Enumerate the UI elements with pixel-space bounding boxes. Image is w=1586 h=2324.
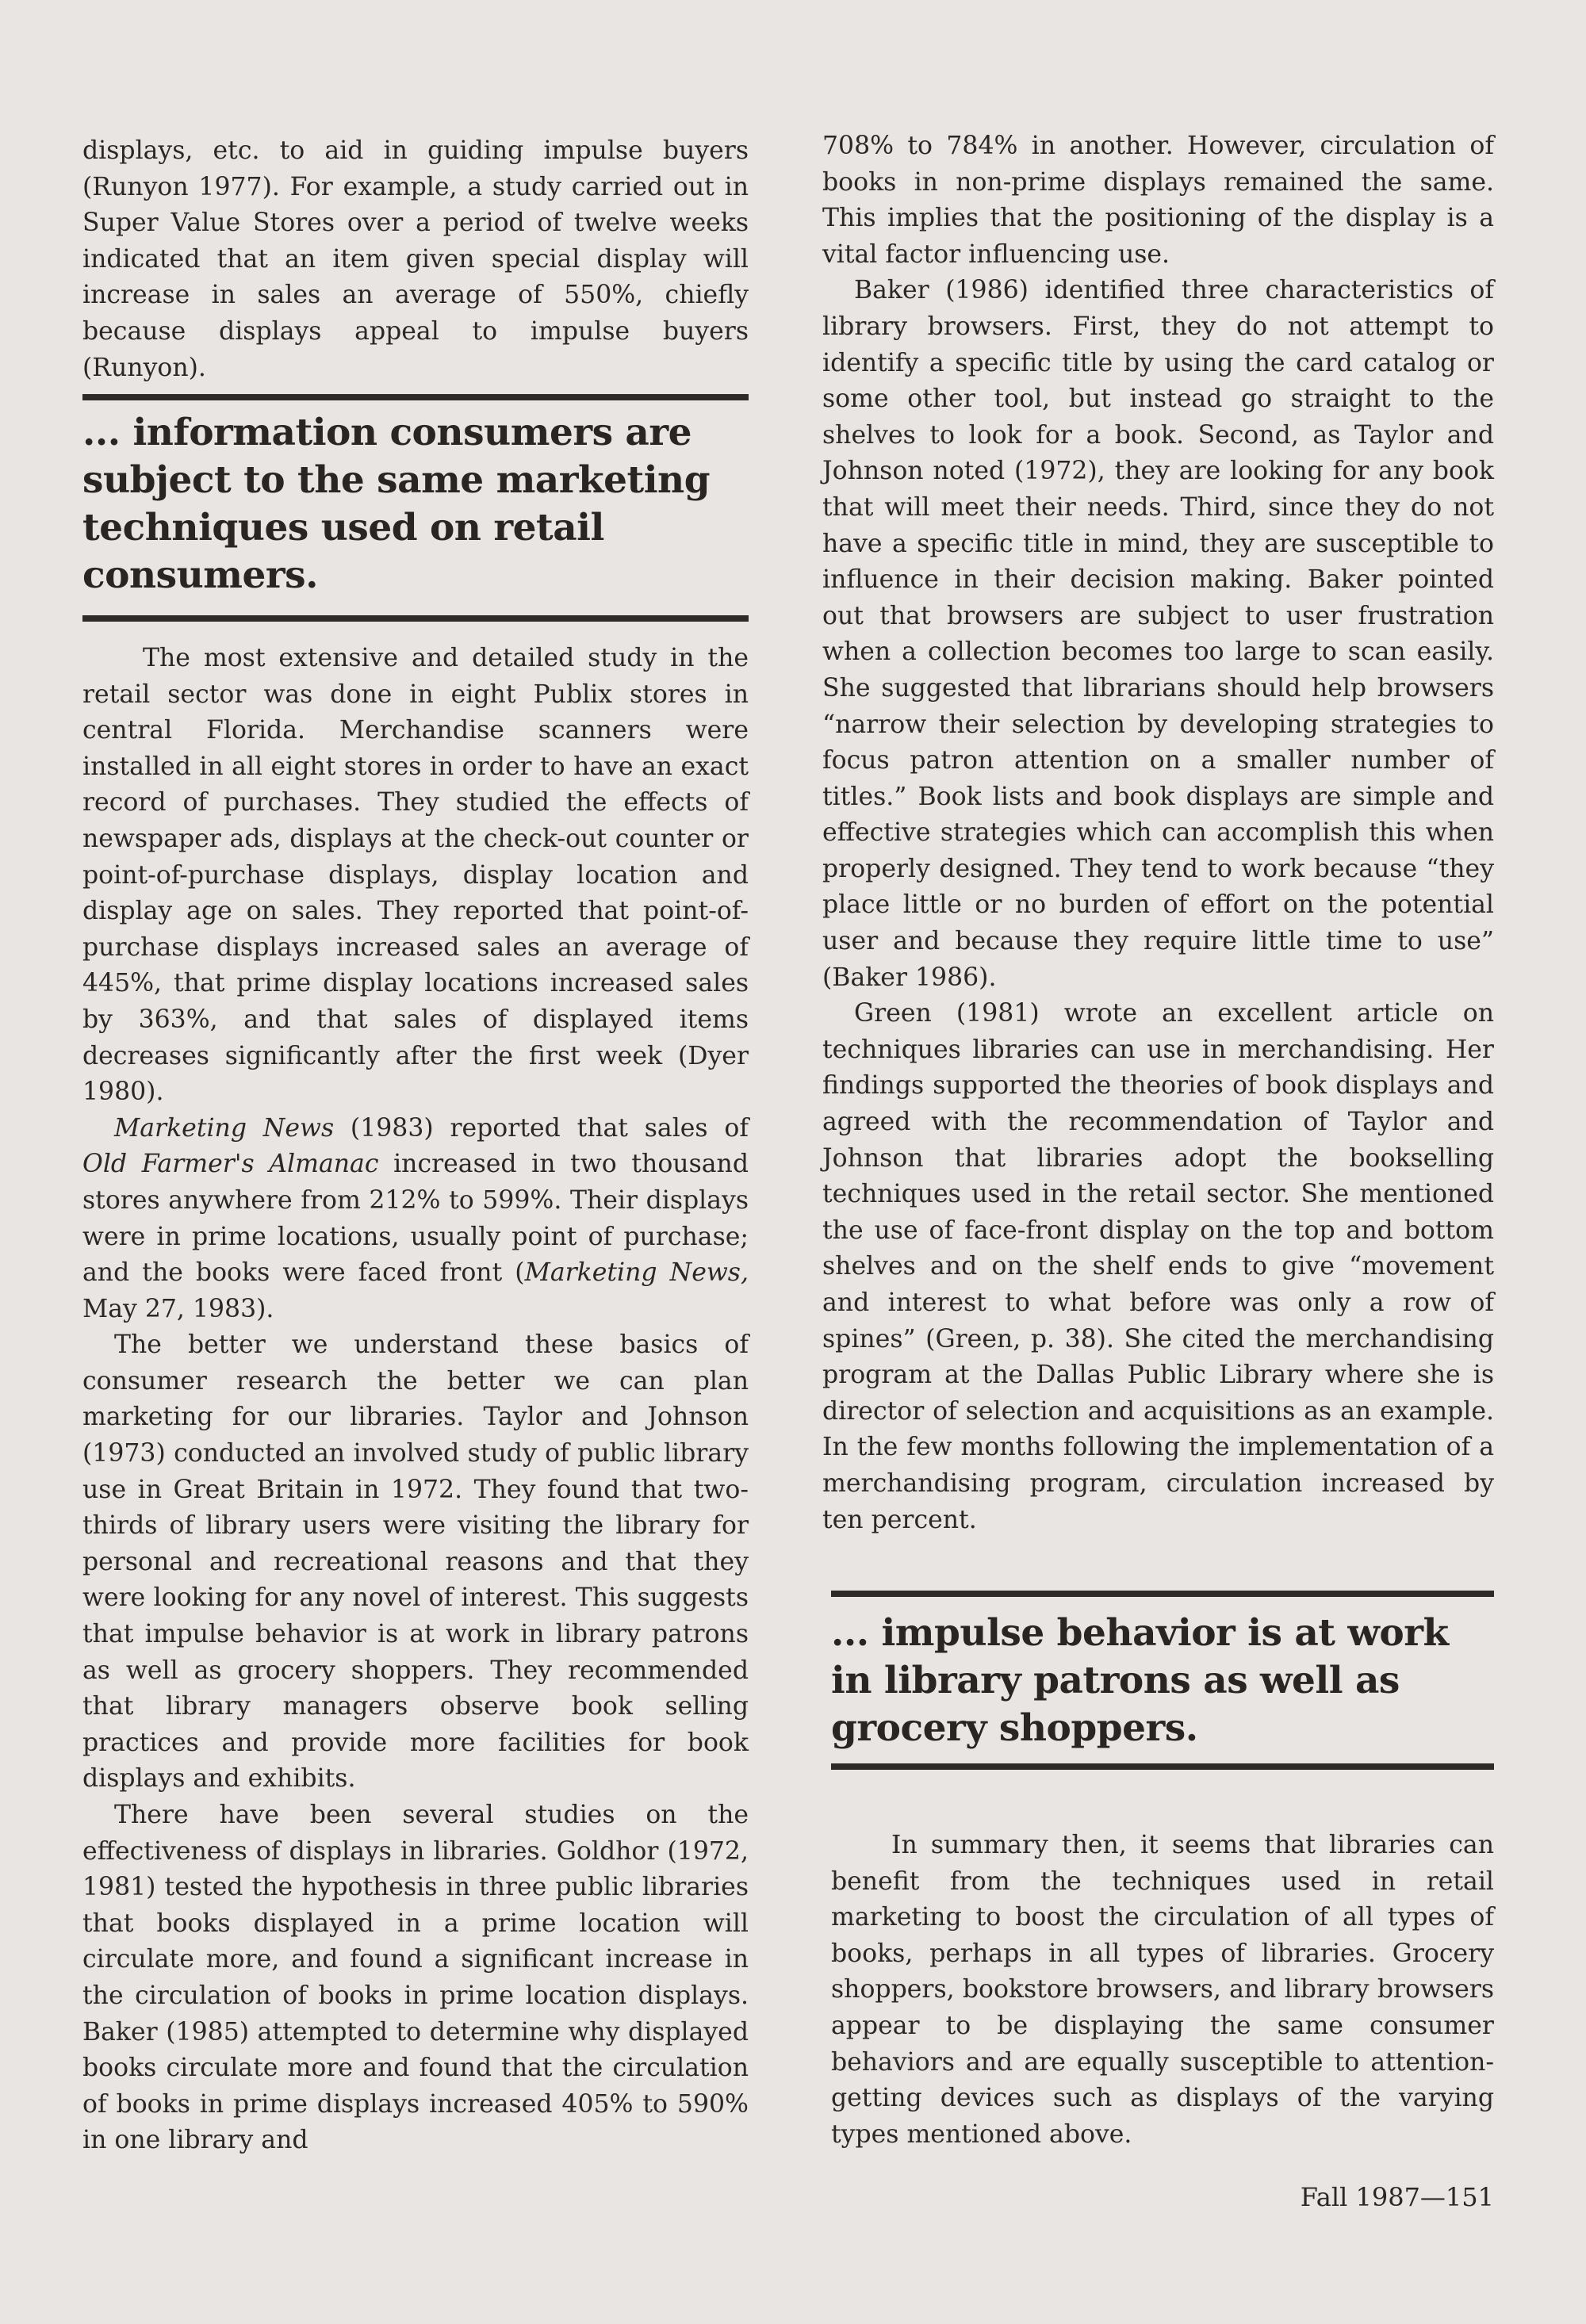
paragraph: 708% to 784% in another. However, circulation of books in non-prime displays remained the same. This implies that the positioning of the display is a vital factor influencing use. [822, 132, 1494, 269]
paragraph: There have been several studies on the effectiveness of displays in libraries. Goldhor (1972, 1981) tested the hypothesis in three public libraries that books displayed in a prime location will circulate more, and found a significant increase in the circulation of books in prime location displays. Baker (1985) attempted to determine why displayed books circulate more and found that the circulation of books in prime displays increased 405% to 590% in one library and [82, 1801, 749, 2155]
page-footer: Fall 1987—151 [1300, 2182, 1494, 2212]
text: increased in two thousand stores anywhere from 212% to 599%. Their displays were in prime locations, usually point of purchase; and the books were faced front ( [82, 1150, 749, 1288]
text: (1983) reported that sales of [334, 1113, 749, 1143]
pull-quote-text: ... information consumers are subject to the same marketing techniques used on retail consumers. [82, 411, 711, 597]
divider-rule [831, 1591, 1494, 1597]
paragraph: In summary then, it seems that libraries can benefit from the techniques used in retail marketing to boost the circulation of all types of books, perhaps in all types of libraries. Grocery shoppers, bookstore browsers, and library browsers appear to be displaying the same consumer behaviors and are equally susceptible to attention-getting devices such as displays of the varying types mentioned above. [831, 1831, 1494, 2149]
left-body [82, 641, 749, 2159]
right-summary [831, 1828, 1494, 2153]
pull-quote-text: ... impulse behavior is at work in library patrons as well as grocery shoppers. [831, 1611, 1449, 1750]
paragraph: Green (1981) wrote an excellent article on techniques libraries can use in merchandising. Her findings supported the theories of book displays and agreed with the recommendation of Taylor and Johnson that libraries adopt the bookselling techniques used in the retail sector. She mentioned the use of face-front display on the top and bottom shelves and on the shelf ends to give “movement and interest to what before was only a row of spines” (Green, p. 38). She cited the merchandising program at the Dallas Public Library where she is director of selection and acquisitions as an example. In the few months following the implementation of a merchandising program, circulation increased by ten percent. [822, 999, 1494, 1534]
left-intro [82, 133, 749, 386]
paragraph: The better we understand these basics of consumer research the better we can plan marketing for our libraries. Taylor and Johnson (1973) conducted an involved study of public library use in Great Britain in 1972. They found that two-thirds of library users were visiting the library for personal and recreational reasons and that they were looking for any novel of interest. This suggests that impulse behavior is at work in library patrons as well as grocery shoppers. They recommended that library managers observe book selling practices and provide more facilities for book displays and exhibits. [82, 1330, 749, 1794]
paragraph: Baker (1986) identified three characteristics of library browsers. First, they do not attempt to identify a specific title by using the card catalog or some other tool, but instead go straight to the shelves to look for a book. Second, as Taylor and Johnson noted (1972), they are looking for any book that will meet their needs. Third, since they do not have a specific title in mind, they are susceptible to influence in their decision making. Baker pointed out that browsers are subject to user frustration when a collection becomes too large to scan easily. She suggested that librarians should help browsers “narrow their selection by developing strategies to focus patron attention on a smaller number of titles.” Book lists and book displays are simple and effective strategies which can accomplish this when properly designed. They tend to work because “they place little or no burden of effort on the potential user and because they require little time to use” (Baker 1986). [822, 276, 1494, 992]
italic-title: Old Farmer's Almanac [82, 1150, 379, 1179]
italic-title: Marketing News, [524, 1258, 749, 1288]
text: May 27, 1983). [82, 1294, 274, 1323]
paragraph: The most extensive and detailed study in the retail sector was done in eight Publix stores in central Florida. Merchandise scanners were installed in all eight stores in order to have an exact record of purchases. They studied the effects of newspaper ads, displays at the check-out counter or point-of-purchase displays, display location and display age on sales. They reported that point-of-purchase displays increased sales an average of 445%, that prime display locations increased sales by 363%, and that sales of displayed items decreases significantly after the first week (Dyer 1980). [82, 644, 749, 1107]
italic-title: Marketing News [114, 1113, 335, 1143]
divider-rule [82, 394, 749, 400]
pull-quote-1 [82, 409, 749, 599]
paragraph: displays, etc. to aid in guiding impulse buyers (Runyon 1977). For example, a study carried out in Super Value Stores over a period of twelve weeks indicated that an item given special display will increase in sales an average of 550%, chiefly because displays appeal to impulse buyers (Runyon). [82, 136, 749, 382]
pull-quote-2 [831, 1610, 1494, 1752]
divider-rule [831, 1763, 1494, 1770]
right-body [822, 128, 1494, 1538]
paragraph [82, 1111, 749, 1328]
divider-rule [82, 615, 749, 622]
